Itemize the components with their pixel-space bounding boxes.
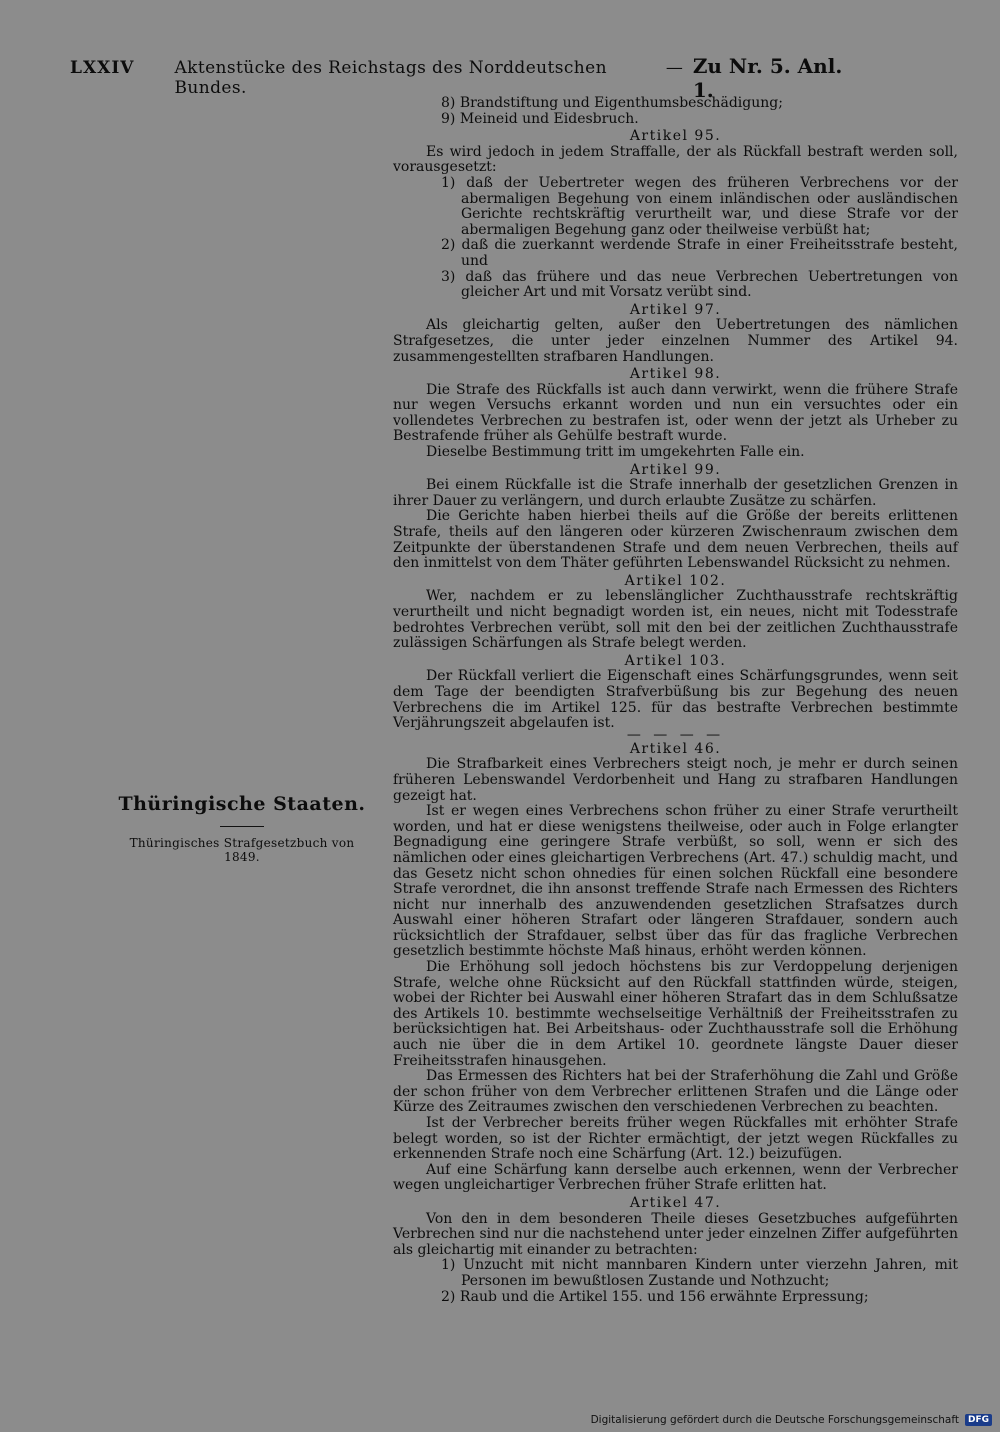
article-heading: Artikel 47. bbox=[629, 1194, 722, 1211]
list-item: 2) Raub und die Artikel 155. und 156 erwähnte Erpressung; bbox=[441, 1288, 869, 1305]
header-dash: — bbox=[665, 58, 683, 78]
divider bbox=[220, 826, 264, 827]
paragraph: Das Ermessen des Richters hat bei der Straferhöhung die Zahl und Größe der schon früher von dem Verbrecher erlittenen Strafen und die Länge oder Kürze des Zeitraumes zwischen den verschiedenen Verbrechen zu beachten. bbox=[393, 1068, 958, 1116]
paragraph: Wer, nachdem er zu lebenslänglicher Zuchthausstrafe rechtskräftig verurtheilt und nicht begnadigt worden ist, ein neues, nicht mit Todesstrafe bedrohtes Verbrechen verübt, soll mit den bei der zeitlichen Zuchthausstrafe zulässigen Schärfungen als Strafe belegt werden. bbox=[393, 588, 958, 652]
list-item: 9) Meineid und Eidesbruch. bbox=[441, 110, 639, 127]
section-separator: — — — — bbox=[626, 726, 725, 743]
paragraph: Ist der Verbrecher bereits früher wegen Rückfalles mit erhöhter Strafe belegt worden, so ist der Richter ermächtigt, der jetzt wegen Rückfalles zu erkennenden Strafe noch eine Schärfung (Art. 12.) beizufügen. bbox=[393, 1115, 958, 1163]
paragraph: Von den in dem besonderen Theile dieses Gesetzbuches aufgeführten Verbrechen sind nur die nachstehend unter jeder einzelnen Ziffer aufgeführten als gleichartig mit einander zu betrachten: bbox=[393, 1210, 958, 1258]
credit-text: Digitalisierung gefördert durch die Deutsche Forschungsgemeinschaft bbox=[590, 1414, 959, 1426]
dfg-logo-icon: DFG bbox=[965, 1414, 992, 1426]
paragraph: Die Erhöhung soll jedoch höchstens bis zur Verdoppelung derjenigen Strafe, welche ohne Rücksicht auf den Rückfall stattfinden würde, steigen, wobei der Richter bei Auswahl einer höheren Strafart das in dem Schlußsatze des Artikels 10. bestimmte wechselseitige Verhältniß der Freiheitsstrafen zu berücksichtigen hat. Bei Arbeitshaus- oder Zuchthausstrafe soll die Erhöhung auch nie über die in dem Artikel 10. geordnete längste Dauer dieser Freiheitsstrafen hinausgehen. bbox=[393, 959, 958, 1069]
article-heading: Artikel 46. bbox=[629, 740, 722, 757]
paragraph: Es wird jedoch in jedem Straffalle, der als Rückfall bestraft werden soll, vorausgesetzt: bbox=[393, 143, 958, 176]
article-heading: Artikel 97. bbox=[629, 301, 722, 318]
paragraph: Ist er wegen eines Verbrechens schon früher zu einer Strafe verurtheilt worden, und hat er diese wenigstens theilweise, oder auch in Folge erlangter Begnadigung eine geringere Strafe verbüßt, so soll, wenn er sich des nämlichen oder eines gleichartigen Verbrechens (Art. 47.) schuldig macht, und das Gesetz nicht schon ohnedies für einen solchen Rückfall eine besondere Strafe verordnet, die ihn ansonst treffende Strafe nach Ermessen des Richters nicht nur innerhalb des anzuwendenden gesetzlichen Strafsatzes durch Auswahl einer höheren Strafart oder längeren Strafdauer, sondern auch rücksichtlich der Strafdauer, selbst über das für das fragliche Verbrechen gesetzlich bestimmte höchste Maß hinaus, erhöht werden können. bbox=[393, 803, 958, 960]
list-item: 8) Brandstiftung und Eigenthumsbeschädigung; bbox=[441, 95, 783, 111]
digitization-credit bbox=[591, 1414, 992, 1426]
list-item: 3) daß das frühere und das neue Verbrechen Uebertretungen von gleicher Art und mit Vorsatz verübt sind. bbox=[441, 268, 958, 301]
paragraph: Als gleichartig gelten, außer den Uebertretungen des nämlichen Strafgesetzes, die unter jeder einzelnen Nummer des Artikel 94. zusammengestellten strafbaren Handlungen. bbox=[393, 317, 958, 365]
paragraph: Die Gerichte haben hierbei theils auf die Größe der bereits erlittenen Strafe, theils auf den längeren oder kürzeren Zwischenraum zwischen dem Zeitpunkte der überstandenen Strafe und dem neuen Verbrechen, theils auf den inmittelst von dem Thäter geführten Lebenswandel Rücksicht zu nehmen. bbox=[393, 508, 958, 572]
running-title: Aktenstücke des Reichstags des Norddeutschen Bundes. bbox=[174, 58, 607, 98]
page-number: LXXIV bbox=[70, 58, 135, 78]
code-name: Thüringisches Strafgesetzbuch von 1849. bbox=[129, 836, 355, 864]
main-text bbox=[393, 96, 958, 1305]
document-reference: Zu Nr. 5. Anl. 1. bbox=[692, 54, 843, 102]
paragraph: Die Strafe des Rückfalls ist auch dann verwirkt, wenn die frühere Strafe nur wegen Versuchs erkannt worden und nun ein versuchtes oder ein vollendetes Verbrechen zu bestrafen ist, oder wenn der jetzt als Urheber zu Bestrafende früher als Gehülfe bestraft wurde. bbox=[393, 381, 958, 445]
paragraph: Dieselbe Bestimmung tritt im umgekehrten Falle ein. bbox=[426, 444, 805, 461]
article-heading: Artikel 103. bbox=[624, 652, 727, 669]
paragraph: Bei einem Rückfalle ist die Strafe innerhalb der gesetzlichen Grenzen in ihrer Dauer zu verlängern, und durch erlaubte Zusätze zu schärfen. bbox=[393, 477, 958, 509]
article-heading: Artikel 95. bbox=[629, 128, 722, 145]
article-heading: Artikel 99. bbox=[629, 461, 722, 478]
paragraph: Die Strafbarkeit eines Verbrechers steigt noch, je mehr er durch seinen früheren Lebenswandel Verdorbenheit und Hang zu strafbaren Handlungen gezeigt hat. bbox=[393, 756, 958, 804]
margin-note bbox=[112, 793, 372, 864]
state-heading: Thüringische Staaten. bbox=[118, 793, 366, 815]
paragraph: Der Rückfall verliert die Eigenschaft eines Schärfungsgrundes, wenn seit dem Tage der beendigten Strafverbüßung bis zur Begehung des neuen Verbrechens die im Artikel 125. für das bestrafte Verbrechen bestimmte Verjährungszeit abgelaufen ist. bbox=[393, 668, 958, 732]
list-item: 2) daß die zuerkannt werdende Strafe in einer Freiheitsstrafe besteht, und bbox=[441, 237, 958, 269]
list-item: 1) daß der Uebertreter wegen des früheren Verbrechens vor der abermaligen Begehung von einem inländischen oder ausländischen Gerichte rechtskräftig verurtheilt war, und diese Strafe vor der abermaligen Begehung ganz oder theilweise verbüßt hat; bbox=[441, 174, 958, 238]
article-heading: Artikel 102. bbox=[624, 572, 727, 589]
paragraph: Auf eine Schärfung kann derselbe auch erkennen, wenn der Verbrecher wegen ungleichartiger Verbrechen früher Strafe erlitten hat. bbox=[393, 1161, 958, 1194]
article-heading: Artikel 98. bbox=[629, 366, 722, 383]
list-item: 1) Unzucht mit nicht mannbaren Kindern unter vierzehn Jahren, mit Personen im bewußtlosen Zustande und Nothzucht; bbox=[441, 1257, 958, 1289]
